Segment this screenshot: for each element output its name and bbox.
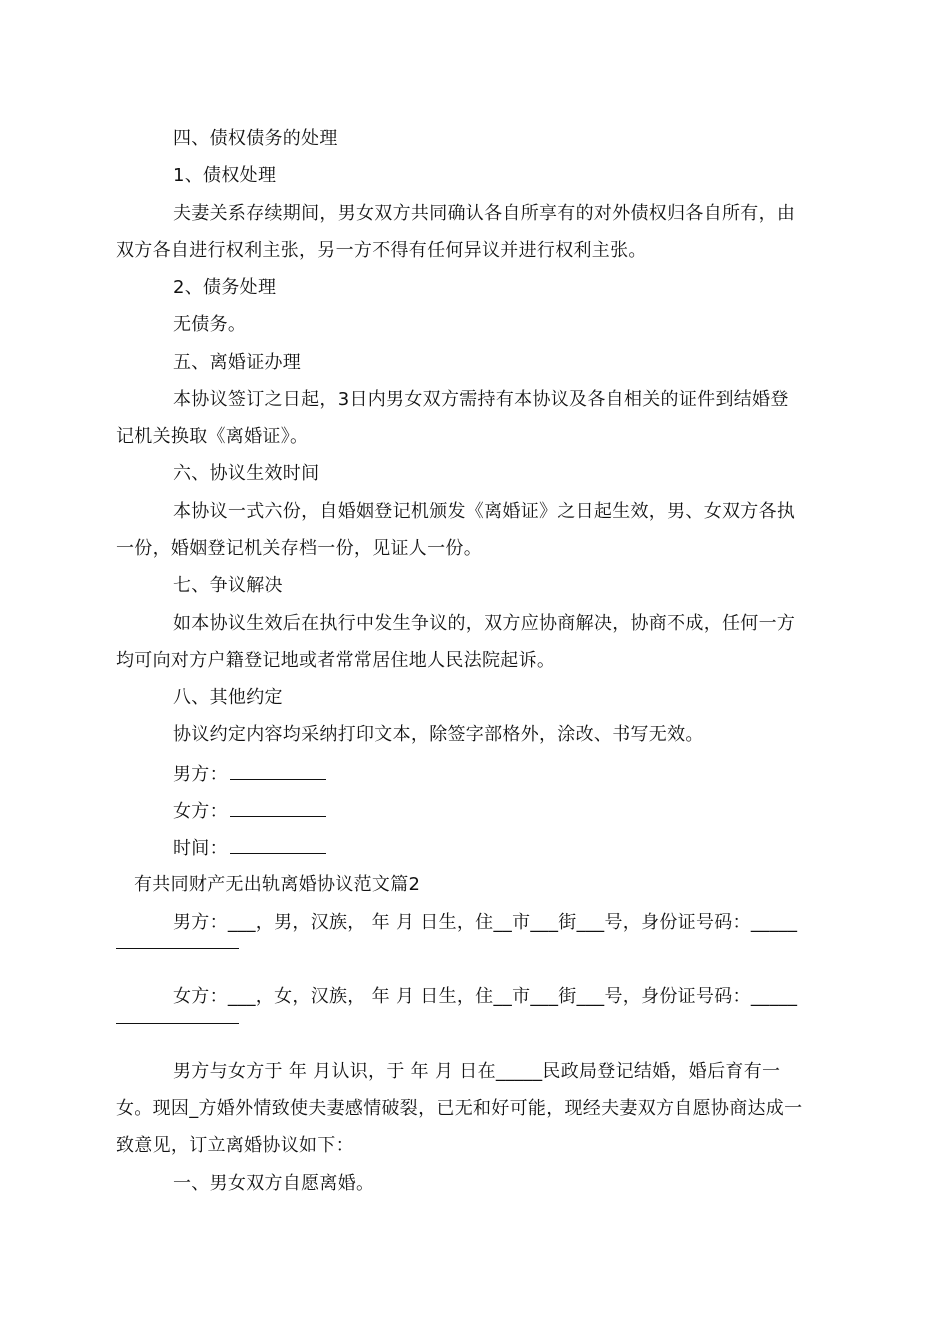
signature-male <box>173 761 326 787</box>
paragraph-line: 均可向对方户籍登记地或者常常居住地人民法院起诉。 <box>116 650 556 671</box>
signature-time <box>173 835 326 861</box>
blank-continuation <box>116 1023 239 1024</box>
paragraph-line: 协议约定内容均采纳打印文本，除签字部格外，涂改、书写无效。 <box>173 724 704 745</box>
signature-label: 男方： <box>173 764 228 785</box>
section-heading: 七、争议解决 <box>173 575 283 596</box>
signature-female <box>173 798 326 824</box>
paragraph-line: 男方与女方于 年 月认识，于 年 月 日在_____民政局登记结婚，婚后育有一 <box>173 1061 781 1082</box>
signature-blank <box>230 761 326 780</box>
signature-blank <box>230 835 326 854</box>
paragraph-line: 一份，婚姻登记机关存档一份，见证人一份。 <box>116 538 482 559</box>
paragraph-line: 双方各自进行权利主张，另一方不得有任何异议并进行权利主张。 <box>116 240 647 261</box>
paragraph-line: 本协议一式六份，自婚姻登记机颁发《离婚证》之日起生效，男、女双方各执 <box>173 501 796 522</box>
section-heading: 六、协议生效时间 <box>173 463 320 484</box>
subsection-heading: 1、债权处理 <box>173 165 277 186</box>
signature-blank <box>230 798 326 817</box>
paragraph-line: 致意见，订立离婚协议如下： <box>116 1135 354 1156</box>
paragraph-line: 女。现因_方婚外情致使夫妻感情破裂，已无和好可能，现经夫妻双方自愿协商达成一 <box>116 1098 803 1119</box>
party-info-male: 男方：___，男，汉族， 年 月 日生，住__市___街___号，身份证号码：_____ <box>173 912 798 933</box>
blank-continuation <box>116 948 239 949</box>
paragraph-line: 如本协议生效后在执行中发生争议的，双方应协商解决，协商不成，任何一方 <box>173 613 796 634</box>
subsection-heading: 2、债务处理 <box>173 277 277 298</box>
paragraph-line: 夫妻关系存续期间，男女双方共同确认各自所享有的对外债权归各自所有，由 <box>173 203 796 224</box>
party-info-female: 女方：___，女，汉族， 年 月 日生，住__市___街___号，身份证号码：_____ <box>173 986 798 1007</box>
paragraph-line: 本协议签订之日起，3日内男女双方需持有本协议及各自相关的证件到结婚登 <box>173 389 789 410</box>
section-heading: 一、男女双方自愿离婚。 <box>173 1173 375 1194</box>
paragraph-line: 无债务。 <box>173 314 247 335</box>
section-heading: 四、债权债务的处理 <box>173 128 338 149</box>
article-title: 有共同财产无出轨离婚协议范文篇2 <box>134 874 421 895</box>
signature-label: 女方： <box>173 801 228 822</box>
signature-label: 时间： <box>173 838 228 859</box>
section-heading: 五、离婚证办理 <box>173 352 302 373</box>
paragraph-line: 记机关换取《离婚证》。 <box>116 426 309 447</box>
section-heading: 八、其他约定 <box>173 687 283 708</box>
